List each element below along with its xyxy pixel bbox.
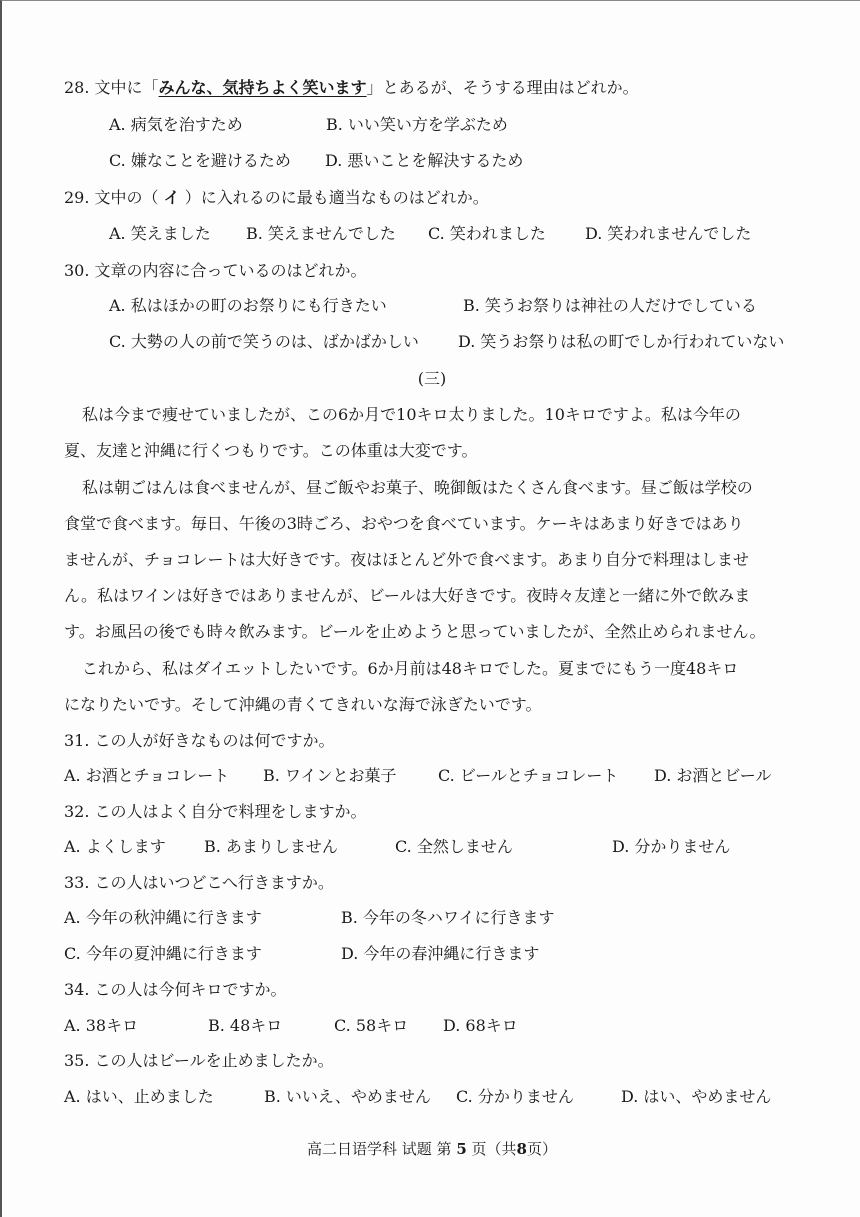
passage-line-1: 私は今まで痩せていましたが、この6か月で10キロ太りました。10キロですよ。私は今年の	[82, 405, 741, 424]
q33-option-a: A. 今年の秋沖縄に行きます	[64, 908, 262, 927]
passage-line-4: 食堂で食べます。毎日、午後の3時ごろ、おやつを食べています。ケーキはあまり好きではあり	[64, 514, 744, 533]
q31-option-c: C. ビールとチョコレート	[438, 766, 619, 785]
footer-prefix: 高二日语学科 试题 第	[307, 1140, 457, 1158]
q28-option-b: B. いい笑い方を学ぶため	[326, 115, 508, 134]
passage-line-7: す。お風呂の後でも時々飲みます。ビールを止めようと思っていましたが、全然止められません。	[64, 622, 766, 641]
q28-prefix: 28. 文中に「	[64, 78, 159, 97]
q29-prefix: 29. 文中の（	[64, 188, 164, 207]
q32-option-d: D. 分かりません	[612, 837, 731, 856]
question-33-stem: 33. この人はいつどこへ行きますか。	[64, 873, 334, 892]
question-34-stem: 34. この人は今何キロですか。	[64, 980, 287, 999]
q29-suffix: ）に入れるのに最も適当なものはどれか。	[179, 188, 489, 207]
q28-suffix: 」とあるが、そうする理由はどれか。	[366, 78, 639, 97]
q31-option-d: D. お酒とビール	[654, 766, 772, 785]
q35-option-d: D. はい、やめません	[621, 1087, 772, 1106]
question-29-stem	[64, 188, 489, 208]
q34-option-b: B. 48キロ	[208, 1016, 283, 1035]
q34-option-a: A. 38キロ	[64, 1016, 139, 1035]
footer-middle: 页（共	[466, 1140, 517, 1158]
q29-option-a: A. 笑えました	[109, 224, 211, 243]
q30-option-d: D. 笑うお祭りは私の町でしか行われていない	[458, 332, 785, 351]
q30-option-a: A. 私はほかの町のお祭りにも行きたい	[109, 296, 387, 315]
question-28-stem	[64, 78, 639, 98]
q35-option-b: B. いいえ、やめません	[264, 1087, 431, 1106]
q29-blank-label: イ	[163, 188, 180, 207]
footer-total-pages: 8	[516, 1140, 527, 1158]
q30-option-c: C. 大勢の人の前で笑うのは、ばかばかしい	[109, 332, 419, 351]
footer-page-number: 5	[456, 1140, 467, 1158]
q33-option-d: D. 今年の春沖縄に行きます	[341, 944, 540, 963]
q32-option-b: B. あまりしません	[204, 837, 338, 856]
q29-option-c: C. 笑われました	[428, 224, 546, 243]
q29-option-b: B. 笑えませんでした	[246, 224, 396, 243]
passage-line-5: ませんが、チョコレートは大好きです。夜はほとんど外で食べます。あまり自分で料理はしませ	[64, 550, 749, 569]
q28-option-c: C. 嫌なことを避けるため	[109, 151, 291, 170]
q33-option-c: C. 今年の夏沖縄に行きます	[64, 944, 262, 963]
q34-option-d: D. 68キロ	[443, 1016, 518, 1035]
page-footer	[2, 1139, 860, 1159]
q34-option-c: C. 58キロ	[334, 1016, 409, 1035]
q35-option-c: C. 分かりません	[456, 1087, 574, 1106]
passage-line-2: 夏、友達と沖縄に行くつもりです。この体重は大変です。	[64, 441, 478, 460]
passage-line-8: これから、私はダイエットしたいです。6か月前は48キロでした。夏までにもう一度48キロ	[82, 659, 739, 678]
q30-option-b: B. 笑うお祭りは神社の人だけでしている	[463, 296, 757, 315]
q32-option-a: A. よくします	[64, 837, 166, 856]
q28-quoted-phrase: みんな、気持ちよく笑います	[158, 78, 367, 97]
passage-line-3: 私は朝ごはんは食べませんが、昼ご飯やお菓子、晩御飯はたくさん食べます。昼ご飯は学校の	[82, 478, 753, 497]
q31-option-a: A. お酒とチョコレート	[64, 766, 230, 785]
footer-suffix: 页）	[526, 1140, 557, 1158]
question-31-stem: 31. この人が好きなものは何ですか。	[64, 731, 335, 750]
q33-option-b: B. 今年の冬ハワイに行きます	[341, 908, 555, 927]
passage-line-9: になりたいです。そして沖縄の青くてきれいな海で泳ぎたいです。	[64, 695, 542, 714]
q31-option-b: B. ワインとお菓子	[263, 766, 397, 785]
passage-line-6: ん。私はワインは好きではありませんが、ビールは大好きです。夜時々友達と一緒に外で飲みま	[64, 586, 751, 605]
question-32-stem: 32. この人はよく自分で料理をしますか。	[64, 802, 367, 821]
question-35-stem: 35. この人はビールを止めましたか。	[64, 1051, 334, 1070]
q29-option-d: D. 笑われませんでした	[585, 224, 752, 243]
q28-option-d: D. 悪いことを解決するため	[325, 151, 524, 170]
q28-option-a: A. 病気を治すため	[109, 115, 243, 134]
question-30-stem: 30. 文章の内容に合っているのはどれか。	[64, 261, 367, 280]
section-heading: (三)	[417, 369, 447, 388]
q35-option-a: A. はい、止めました	[64, 1087, 214, 1106]
q32-option-c: C. 全然しません	[395, 837, 513, 856]
